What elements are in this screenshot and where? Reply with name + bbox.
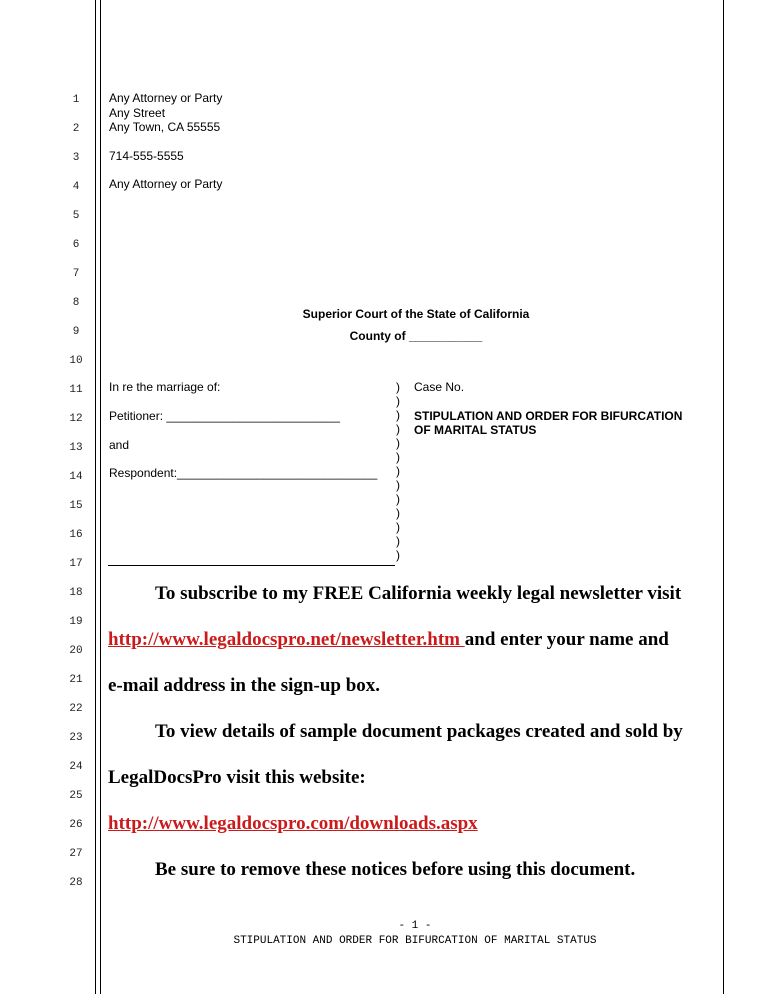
line-number: 5 <box>72 210 80 222</box>
line-number: 28 <box>69 877 83 889</box>
line-number: 14 <box>69 471 83 483</box>
caption-paren: ) <box>396 422 400 436</box>
line-number: 24 <box>69 761 83 773</box>
notice-newsletter-line-2 <box>108 629 669 651</box>
attorney-street: Any Street <box>109 106 166 120</box>
line-number: 20 <box>69 645 83 657</box>
line-number: 9 <box>72 326 80 338</box>
caption-bottom-rule <box>108 565 395 566</box>
caption-paren: ) <box>396 548 400 562</box>
caption-paren: ) <box>396 506 400 520</box>
line-number: 18 <box>69 587 83 599</box>
downloads-link[interactable]: http://www.legaldocspro.com/downloads.aspx <box>108 813 478 834</box>
in-re-label: In re the marriage of: <box>109 380 221 394</box>
caption-paren: ) <box>396 408 400 422</box>
line-number: 7 <box>72 268 80 280</box>
document-title-line-1: STIPULATION AND ORDER FOR BIFURCATION <box>414 409 683 423</box>
notice-packages-line-2: LegalDocsPro visit this website: <box>108 767 366 788</box>
line-number: 1 <box>72 94 80 106</box>
notice-remove: Be sure to remove these notices before using this document. <box>155 859 636 880</box>
line-number: 12 <box>69 413 83 425</box>
line-number: 15 <box>69 500 83 512</box>
line-number: 2 <box>72 123 80 135</box>
line-number: 3 <box>72 152 80 164</box>
right-margin-line <box>723 0 724 994</box>
footer-document-title: STIPULATION AND ORDER FOR BIFURCATION OF MARITAL STATUS <box>233 935 597 947</box>
newsletter-link[interactable]: http://www.legaldocspro.net/newsletter.htm <box>108 629 465 650</box>
line-number: 17 <box>69 558 83 570</box>
line-number: 25 <box>69 790 83 802</box>
document-title-line-2: OF MARITAL STATUS <box>414 423 537 437</box>
line-number: 6 <box>72 239 80 251</box>
caption-paren: ) <box>396 394 400 408</box>
line-number: 11 <box>69 384 83 396</box>
line-number: 21 <box>69 674 83 686</box>
caption-paren: ) <box>396 534 400 548</box>
line-number: 4 <box>72 181 80 193</box>
notice-packages-line-3 <box>108 813 478 835</box>
line-number: 13 <box>69 442 83 454</box>
court-name: Superior Court of the State of California <box>302 307 530 321</box>
line-number: 26 <box>69 819 83 831</box>
attorney-for: Any Attorney or Party <box>109 177 223 191</box>
respondent-line: Respondent:______________________________ <box>109 466 378 480</box>
attorney-city: Any Town, CA 55555 <box>109 120 221 134</box>
attorney-name: Any Attorney or Party <box>109 91 223 105</box>
caption-paren: ) <box>396 520 400 534</box>
caption-paren: ) <box>396 380 400 394</box>
petitioner-line: Petitioner: __________________________ <box>109 409 340 423</box>
line-number: 19 <box>69 616 83 628</box>
line-number: 16 <box>69 529 83 541</box>
and-label: and <box>109 438 130 452</box>
caption-paren: ) <box>396 492 400 506</box>
attorney-phone: 714-555-5555 <box>109 149 184 163</box>
footer-page-number: - 1 - <box>398 920 432 932</box>
notice-packages-line-1: To view details of sample document packages created and sold by <box>155 721 683 742</box>
line-number: 22 <box>69 703 83 715</box>
line-number: 23 <box>69 732 83 744</box>
case-number-label: Case No. <box>414 380 465 394</box>
court-county: County of ___________ <box>349 329 483 343</box>
notice-newsletter-line-3: e-mail address in the sign-up box. <box>108 675 381 696</box>
line-number: 8 <box>72 297 80 309</box>
line-number: 10 <box>69 355 83 367</box>
notice-newsletter-line-2-rest: and enter your name and <box>464 629 669 650</box>
caption-paren: ) <box>396 464 400 478</box>
caption-paren: ) <box>396 450 400 464</box>
caption-paren: ) <box>396 478 400 492</box>
notice-newsletter-line-1: To subscribe to my FREE California weekly legal newsletter visit <box>155 583 682 604</box>
caption-paren: ) <box>396 436 400 450</box>
left-margin-line-inner <box>100 0 101 994</box>
line-number: 27 <box>69 848 83 860</box>
left-margin-line-outer <box>95 0 96 994</box>
